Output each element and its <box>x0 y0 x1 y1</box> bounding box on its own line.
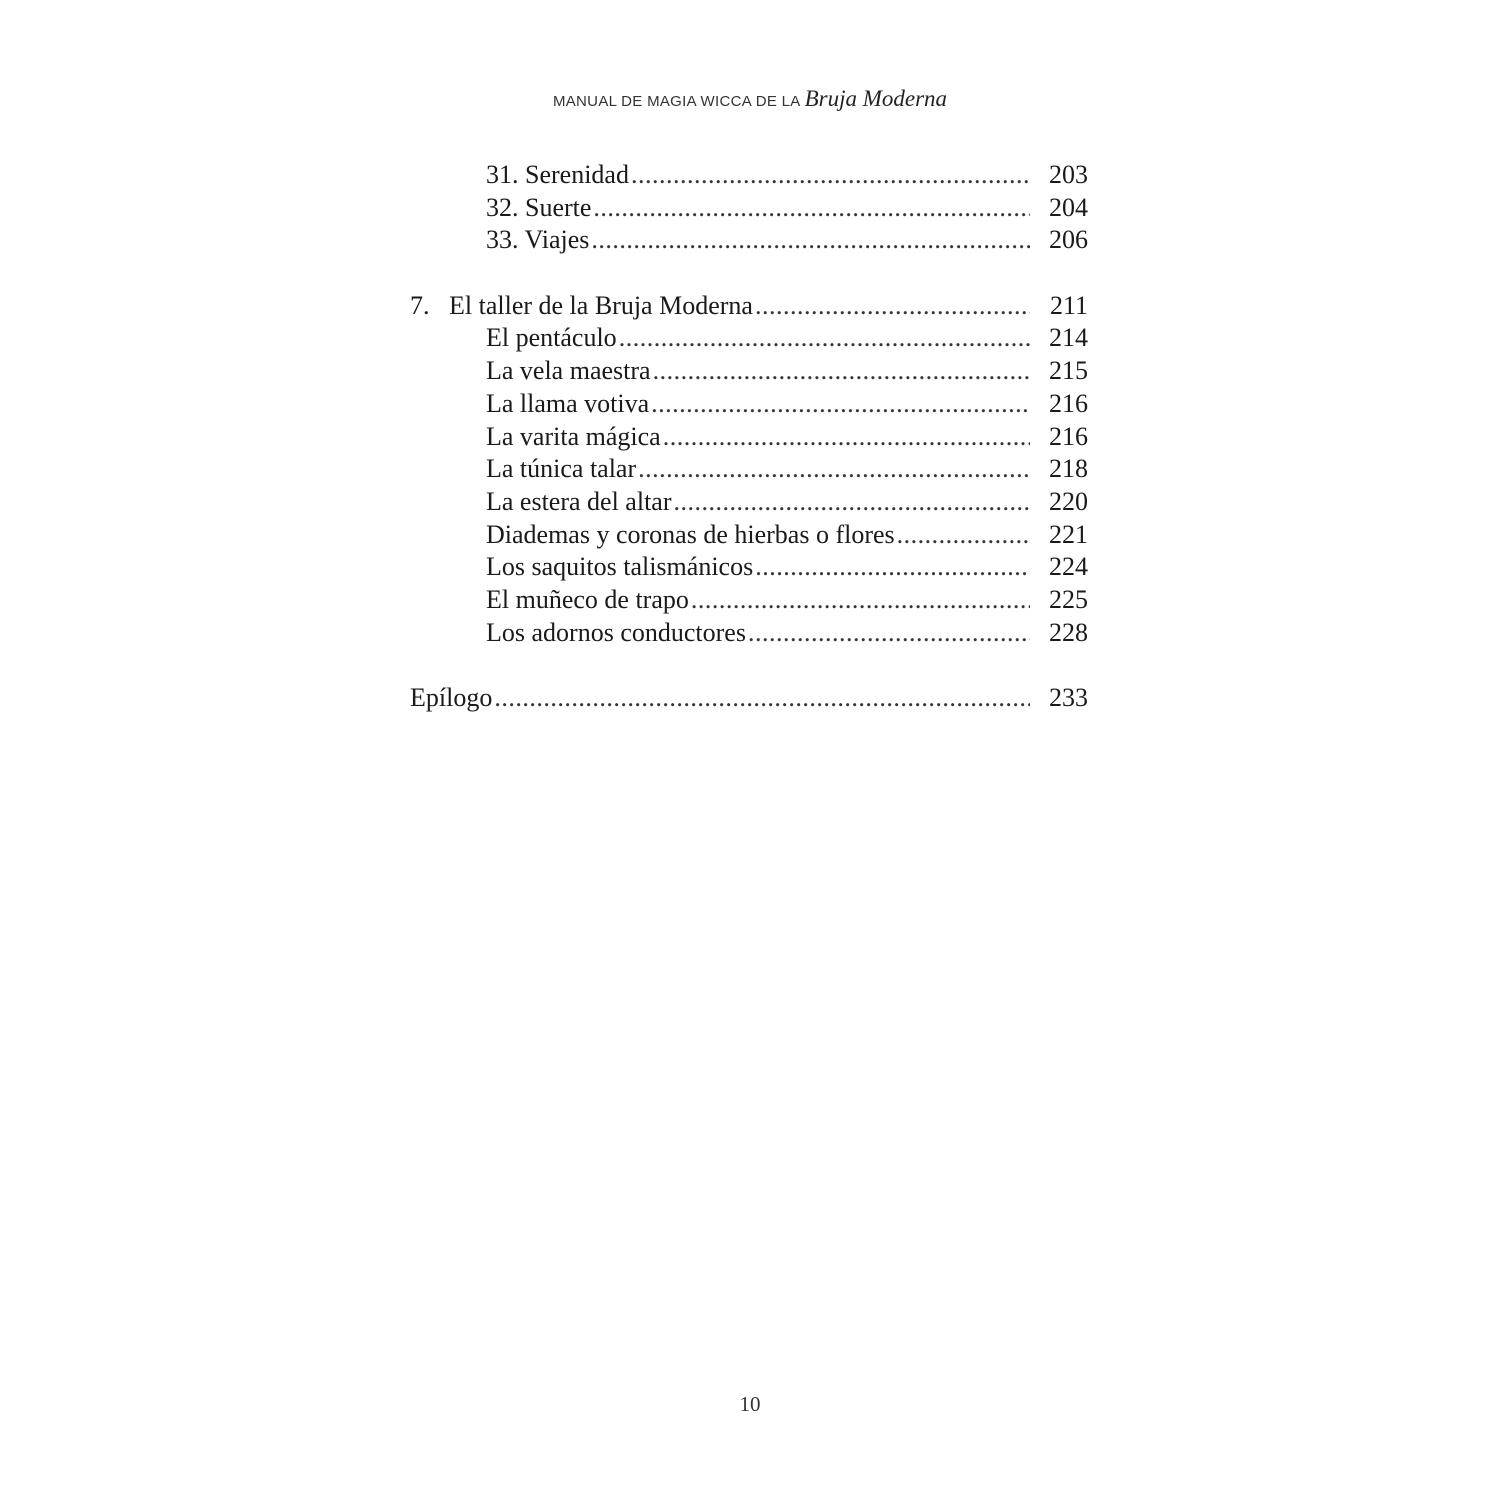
toc-entry[interactable] <box>410 322 1088 355</box>
toc-entry-page: 228 <box>1049 617 1088 647</box>
dot-leader <box>619 322 1030 355</box>
dot-leader <box>651 388 1030 421</box>
chapter-title: El taller de la Bruja Moderna <box>449 290 753 320</box>
toc-entry-page: 203 <box>1049 160 1088 189</box>
toc-entry-page: 214 <box>1049 323 1088 353</box>
running-head <box>0 86 1500 112</box>
toc-chapter-label <box>410 290 753 323</box>
toc-entry[interactable] <box>410 486 1088 519</box>
dot-leader <box>755 290 1030 323</box>
chapter-number: 7. <box>410 290 430 320</box>
page-number: 10 <box>739 1392 761 1416</box>
dot-leader <box>691 584 1030 617</box>
toc-entry-page: 225 <box>1049 584 1088 614</box>
toc-entry-label: El pentáculo <box>486 323 617 353</box>
toc-entry[interactable] <box>410 421 1088 454</box>
toc-entry-label: Los saquitos talismánicos <box>486 552 754 582</box>
toc-entry-page: 221 <box>1049 519 1088 549</box>
toc-entry-page: 204 <box>1049 192 1088 222</box>
toc-entry-page: 218 <box>1049 454 1088 484</box>
toc-entry[interactable] <box>410 192 1088 225</box>
section-gap <box>410 257 1088 290</box>
dot-leader <box>494 682 1030 715</box>
toc-entry[interactable] <box>410 159 1088 192</box>
toc-entry-label: La varita mágica <box>486 421 661 451</box>
toc-entry-label: La llama votiva <box>486 388 650 418</box>
toc-entry-label: Los adornos conductores <box>486 617 746 647</box>
toc-entry-label: 33. Viajes <box>486 225 590 255</box>
toc-entry-label: La túnica talar <box>486 454 637 484</box>
dot-leader <box>663 421 1030 454</box>
toc-entry[interactable] <box>410 519 1088 552</box>
dot-leader <box>653 355 1030 388</box>
running-head-title: Bruja Moderna <box>804 86 948 111</box>
toc-entry[interactable] <box>410 388 1088 421</box>
toc-entry-page: 206 <box>1049 225 1088 255</box>
toc-entry-label: 31. Serenidad <box>486 160 629 189</box>
toc-entry-label: El muñeco de trapo <box>486 584 689 614</box>
toc-entry-label: La vela maestra <box>486 356 651 386</box>
section-gap <box>410 649 1088 682</box>
dot-leader <box>591 224 1030 257</box>
dot-leader <box>593 192 1030 225</box>
toc-entry-page: 224 <box>1049 552 1088 582</box>
toc-entry[interactable] <box>410 551 1088 584</box>
toc-epilogue-entry[interactable] <box>410 682 1088 715</box>
toc-entry-label: Diademas y coronas de hierbas o flores <box>486 519 895 549</box>
toc-entry[interactable] <box>410 453 1088 486</box>
toc-entry-page: 216 <box>1049 421 1088 451</box>
toc-entry[interactable] <box>410 584 1088 617</box>
toc-entry-page: 215 <box>1049 356 1088 386</box>
toc-entry-page: 211 <box>1049 290 1088 320</box>
toc-entry-page: 216 <box>1049 388 1088 418</box>
dot-leader <box>897 519 1030 552</box>
toc-entry-page: 220 <box>1049 486 1088 516</box>
running-head-caps: MANUAL DE MAGIA WICCA DE LA <box>552 93 801 110</box>
table-of-contents <box>410 159 1088 715</box>
dot-leader <box>748 617 1030 650</box>
toc-entry-label: Epílogo <box>410 683 493 712</box>
toc-entry[interactable] <box>410 355 1088 388</box>
dot-leader <box>755 551 1030 584</box>
toc-entry-label: 32. Suerte <box>486 192 592 222</box>
toc-entry-label: La estera del altar <box>486 486 672 516</box>
toc-entry[interactable] <box>410 617 1088 650</box>
dot-leader <box>631 159 1030 192</box>
dot-leader <box>674 486 1031 519</box>
toc-entry[interactable] <box>410 224 1088 257</box>
toc-chapter-entry[interactable] <box>410 290 1088 323</box>
toc-entry-page: 233 <box>1049 683 1088 712</box>
dot-leader <box>638 453 1030 486</box>
